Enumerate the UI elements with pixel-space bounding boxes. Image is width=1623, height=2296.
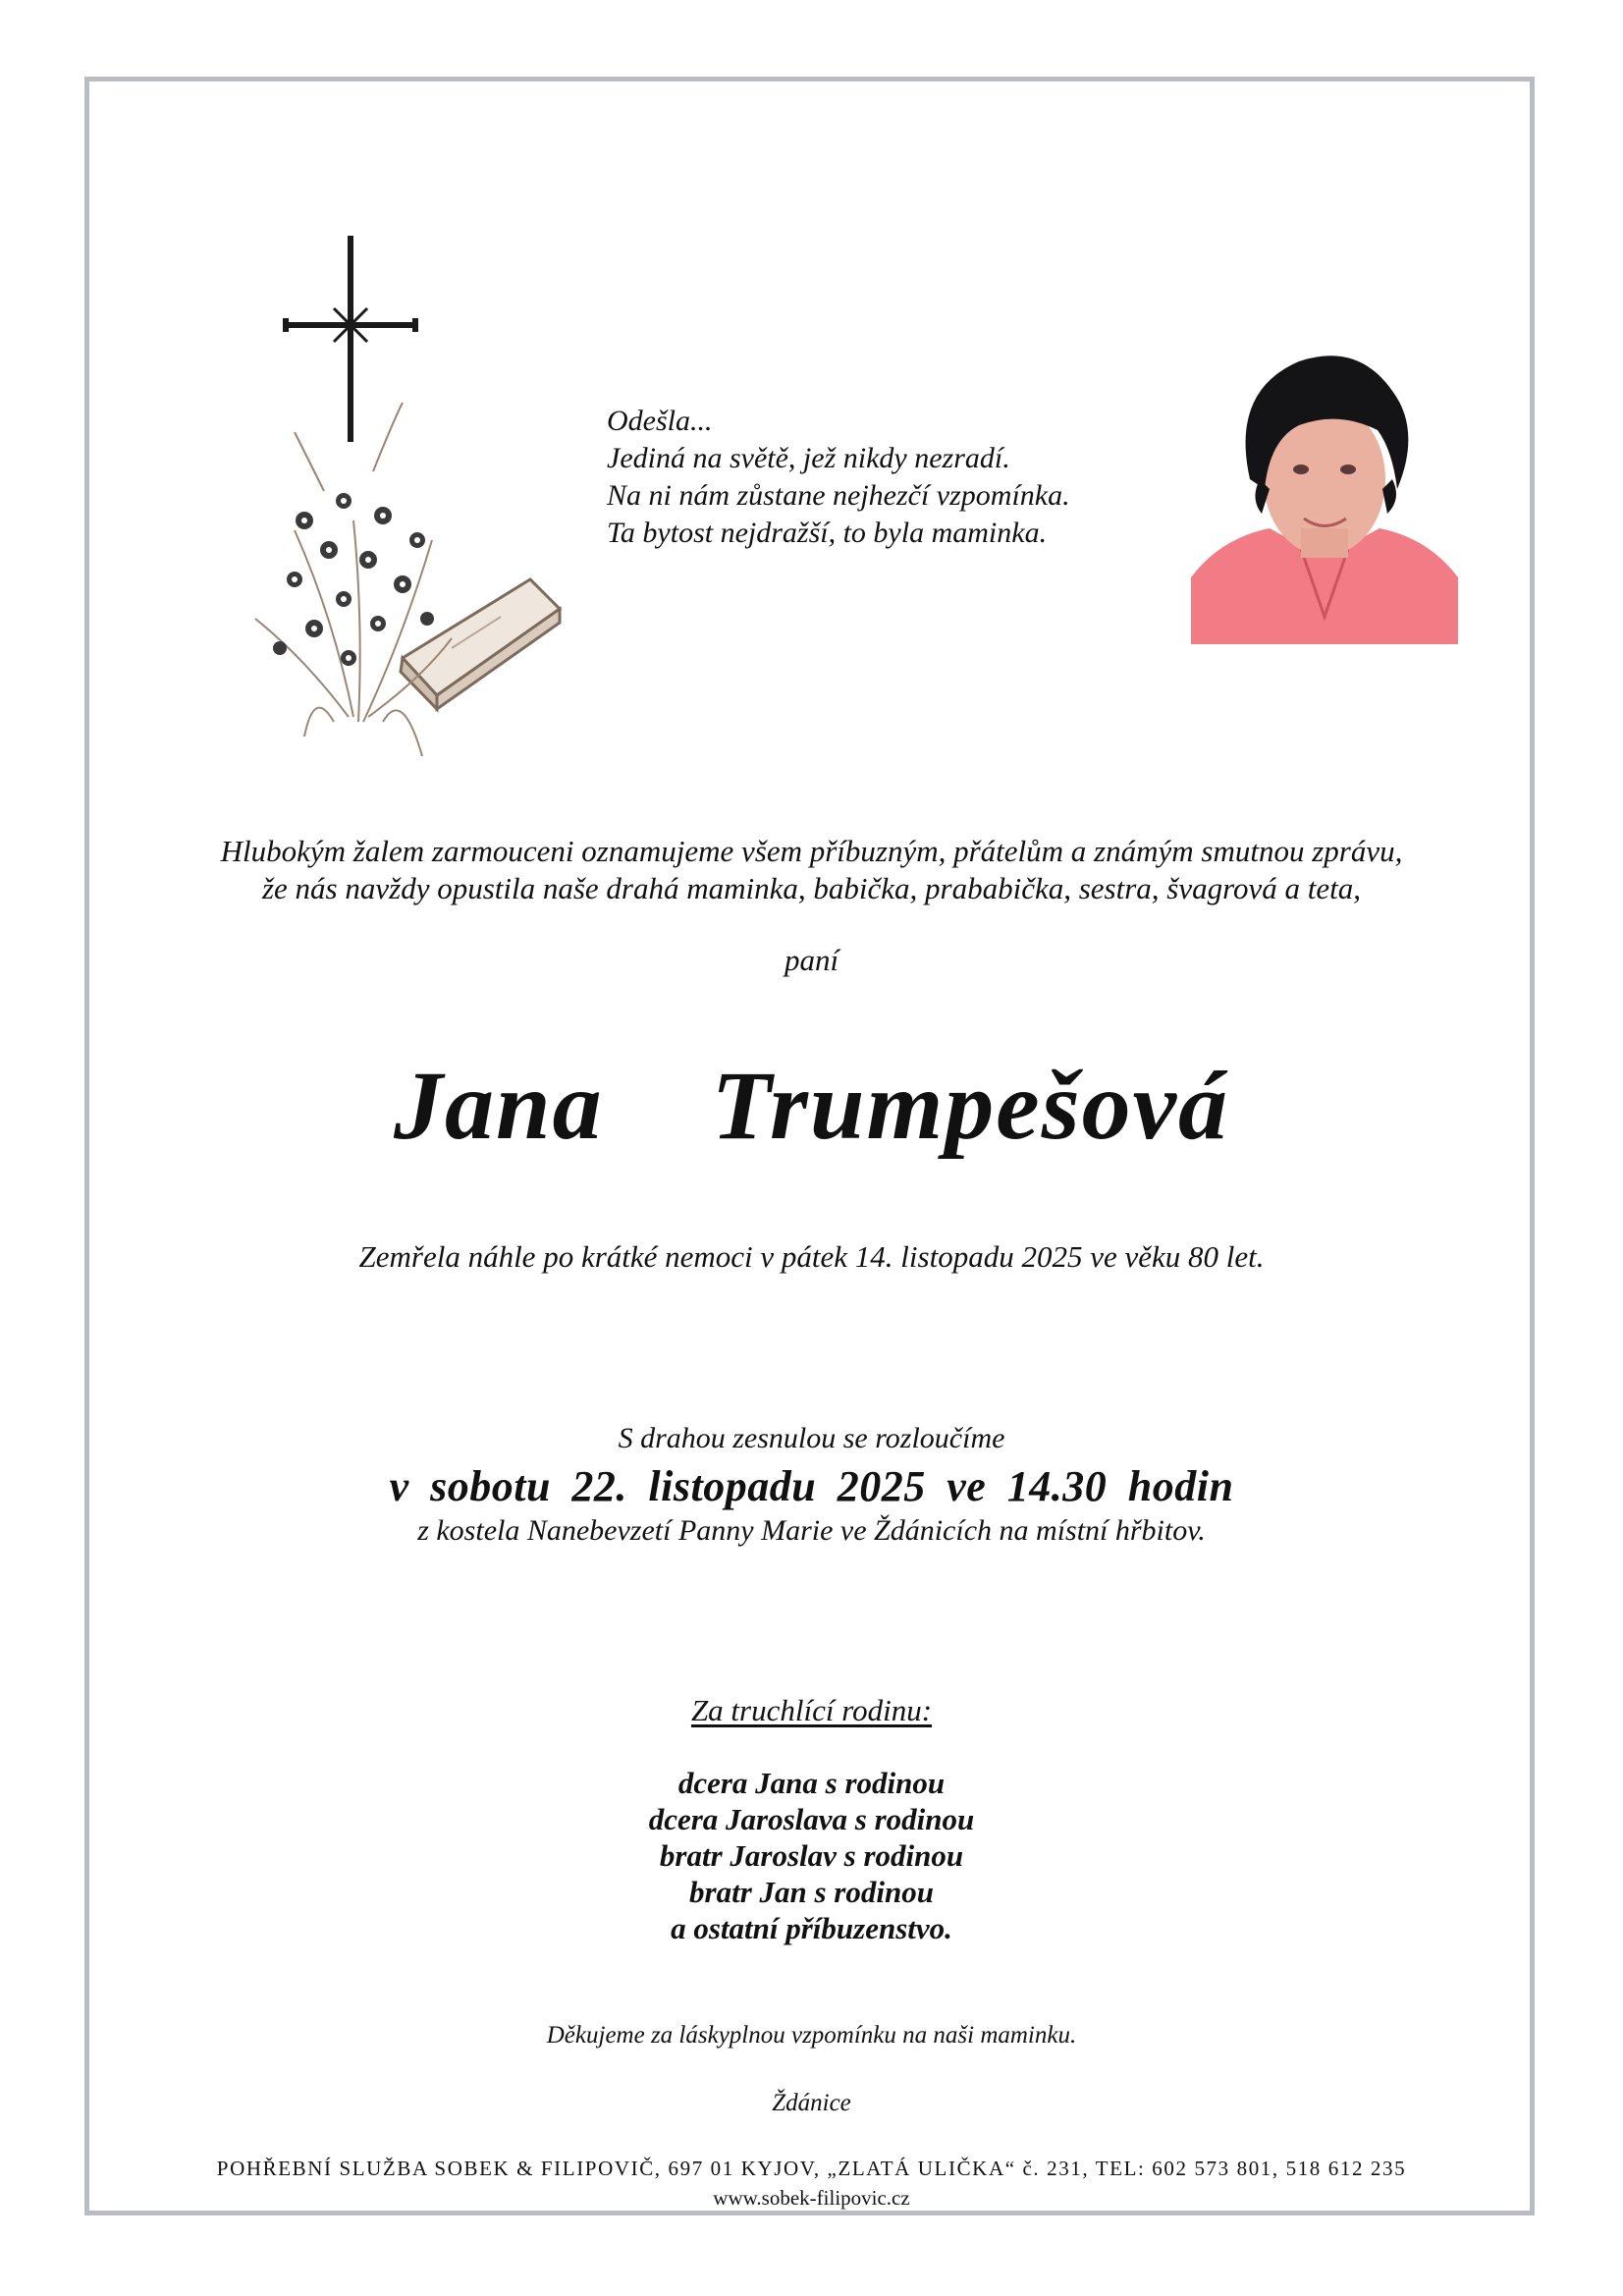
poem xyxy=(607,403,1070,552)
thanks-note: Děkujeme za láskyplnou vzpomínku na naši maminku. xyxy=(546,2022,1077,2049)
town: Ždánice xyxy=(772,2090,851,2116)
flower-bouquet-icon xyxy=(255,403,452,756)
poem-line: Odešla... xyxy=(607,405,713,437)
salutation: paní xyxy=(784,943,839,977)
funeral-service-info: POHŘEBNÍ SLUŽBA SOBEK & FILIPOVIČ, 697 01 KYJOV, „ZLATÁ ULIČKA“ č. 231, TEL: 602 573 801, 518 612 235 xyxy=(216,2157,1407,2180)
poem-line: Na ni nám zůstane nejhezčí vzpomínka. xyxy=(607,479,1070,512)
death-note: Zemřela náhle po krátké nemoci v pátek 14. listopadu 2025 ve věku 80 let. xyxy=(358,1239,1265,1274)
farewell-datetime: v sobotu 22. listopadu 2025 ve 14.30 hodin xyxy=(389,1462,1234,1510)
farewell-intro: S drahou zesnulou se rozloučíme xyxy=(618,1422,1005,1454)
prayer-book-icon xyxy=(401,579,560,709)
family-member: dcera Jana s rodinou xyxy=(677,1766,946,1800)
family-heading-text: Za truchlící rodinu: xyxy=(690,1693,933,1727)
poem-line: Ta bytost nejdražší, to byla maminka. xyxy=(607,517,1048,549)
funeral-service-website: www.sobek-filipovic.cz xyxy=(713,2186,910,2210)
intro-line: že nás navždy opustila naše drahá maminka, babička, prababička, sestra, švagrová a teta, xyxy=(261,871,1362,905)
cross-flowers-artwork xyxy=(236,226,569,766)
poem-line: Jediná na světě, jež nikdy nezradí. xyxy=(607,442,1010,474)
family-member: dcera Jaroslava s rodinou xyxy=(648,1802,975,1836)
deceased-name: Jana Trumpešová xyxy=(394,1051,1229,1160)
family-member: bratr Jaroslav s rodinou xyxy=(659,1838,964,1873)
family-members xyxy=(0,1765,1623,1946)
family-member: a ostatní příbuzenstvo. xyxy=(671,1911,952,1945)
farewell-place: z kostela Nanebevzetí Panny Marie ve Ždánicích na místní hřbitov. xyxy=(417,1514,1206,1547)
family-heading xyxy=(0,1693,1623,1728)
family-member: bratr Jan s rodinou xyxy=(689,1875,934,1909)
intro-line: Hlubokým žalem zarmouceni oznamujeme všem příbuzným, přátelům a známým smutnou zprávu, xyxy=(220,834,1403,868)
deceased-portrait xyxy=(1191,332,1458,644)
announcement-intro xyxy=(0,833,1623,907)
